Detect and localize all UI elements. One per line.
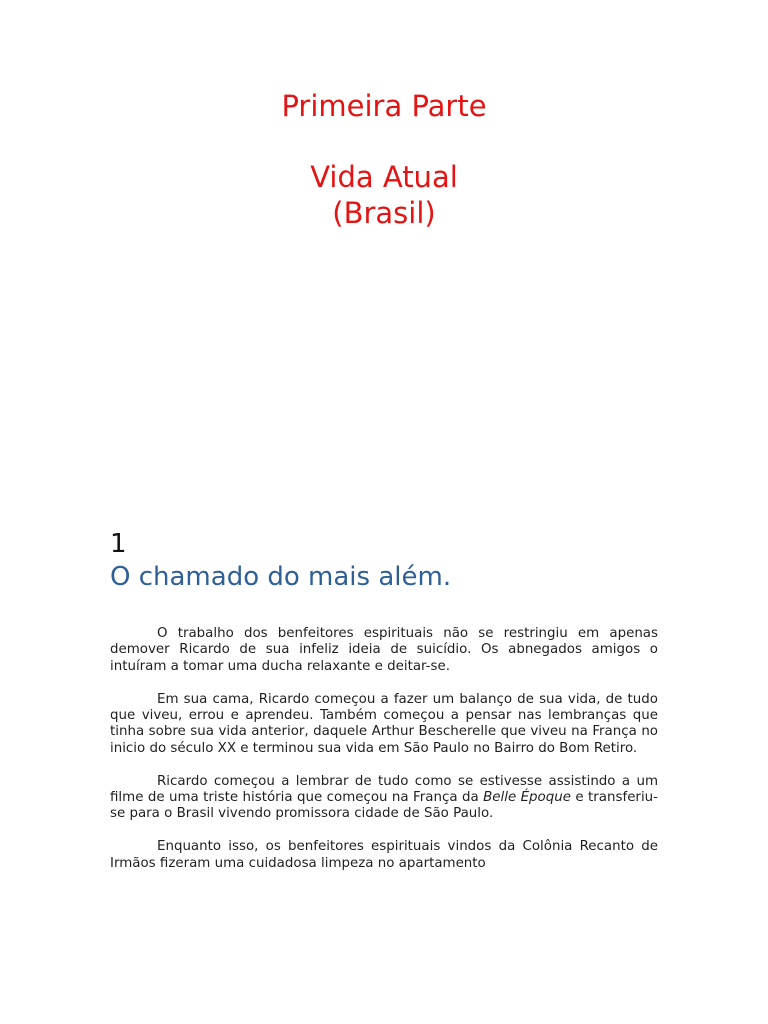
paragraph-2: Em sua cama, Ricardo começou a fazer um balanço de sua vida, de tudo que viveu, errou e aprendeu. Também começou a pensar nas lembranças que tinha sobre sua vida anterior, daquele Arthur Bescherelle que viveu na França no inicio do século XX e terminou sua vida em São Paulo no Bairro do Bom Retiro. [110,691,658,756]
chapter-body [110,626,658,888]
paragraph-3-part-2: e transferiu-se para o Brasil vivendo promissora cidade de São Paulo. [110,790,658,822]
section-subtitle: (Brasil) [332,196,436,230]
paragraph-3-part-1: Ricardo começou a lembrar de tudo como se estivesse assistindo a um filme de uma triste história que começou na França da [110,773,658,806]
paragraph-3 [110,774,658,823]
chapter-number: 1 [110,529,127,559]
chapter-title: O chamado do mais além. [110,562,452,592]
italic-term: Belle Époque [483,790,571,806]
section-title: Vida Atual [310,160,458,194]
paragraph-1: O trabalho dos benfeitores espirituais não se restringiu em apenas demover Ricardo de sua infeliz ideia de suicídio. Os abnegados amigos o intuíram a tomar uma ducha relaxante e deitar-se. [110,626,658,674]
paragraph-4: Enquanto isso, os benfeitores espirituais vindos da Colônia Recanto de Irmãos fizeram uma cuidadosa limpeza no apartamento [110,839,658,871]
part-title: Primeira Parte [281,89,487,123]
